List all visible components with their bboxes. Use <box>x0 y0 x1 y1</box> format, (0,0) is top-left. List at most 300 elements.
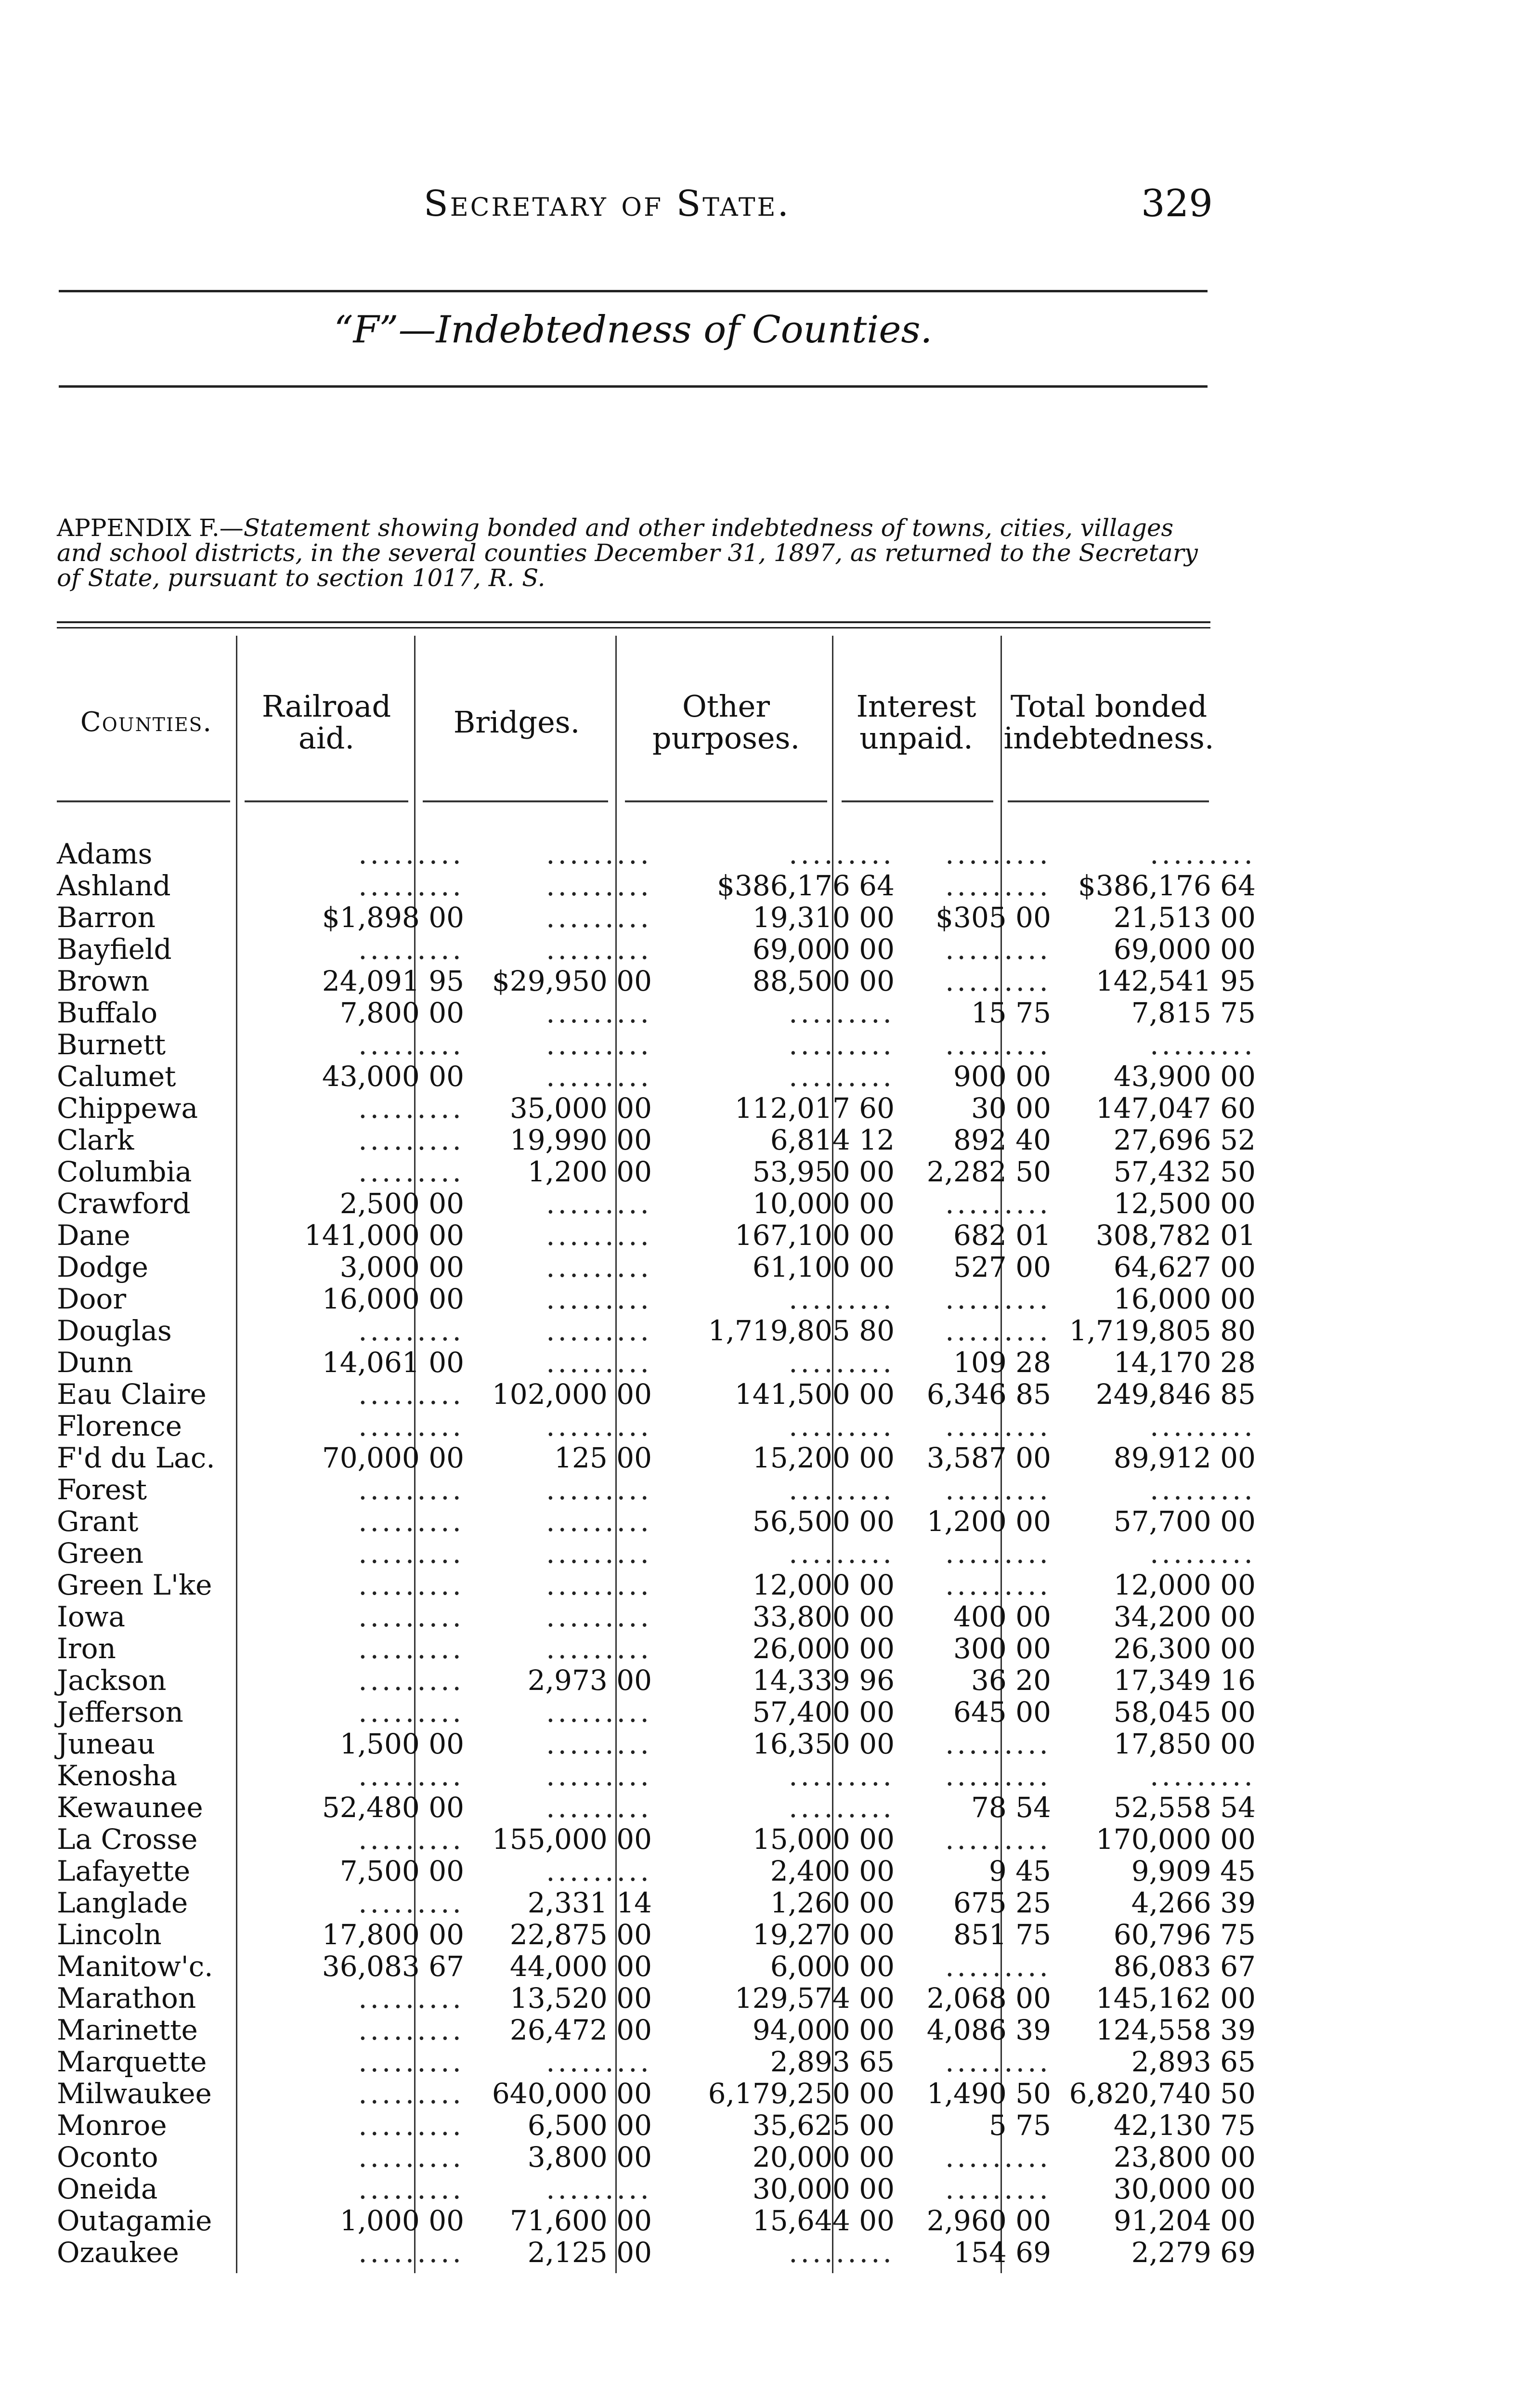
railroad-cell: ......... <box>358 2014 464 2046</box>
table-row <box>57 1886 1256 1919</box>
railroad-cell: ......... <box>358 1410 464 1442</box>
table-row <box>57 1537 1256 1570</box>
bridges-cell: ......... <box>546 933 652 966</box>
total-cell: 57,700 00 <box>1113 1505 1256 1538</box>
bridges-cell: ......... <box>546 1727 652 1760</box>
table-row <box>57 1569 1256 1601</box>
table-row <box>57 869 1256 902</box>
table-row <box>57 1823 1256 1856</box>
county-name: Marquette <box>57 2045 207 2078</box>
county-name: Lincoln <box>57 1918 162 1951</box>
total-cell: 26,300 00 <box>1113 1632 1256 1665</box>
railroad-cell: ......... <box>358 1473 464 1506</box>
interest-cell: $305 00 <box>935 901 1051 934</box>
county-name: Oconto <box>57 2141 158 2173</box>
interest-cell: 4,086 39 <box>926 2014 1051 2046</box>
interest-cell: ......... <box>945 2172 1051 2205</box>
interest-cell: ......... <box>945 2045 1051 2078</box>
county-name: Burnett <box>57 1028 166 1061</box>
county-name: Ozaukee <box>57 2236 179 2269</box>
railroad-cell: 7,500 00 <box>339 1855 464 1887</box>
header-rule <box>1008 800 1209 802</box>
other-cell: 26,000 00 <box>752 1632 895 1665</box>
interest-cell: 1,200 00 <box>926 1505 1051 1538</box>
total-cell: 12,000 00 <box>1113 1569 1256 1601</box>
interest-cell: ......... <box>945 1283 1051 1315</box>
bridges-cell: ......... <box>546 1283 652 1315</box>
other-cell: ......... <box>789 1473 895 1506</box>
interest-cell: ......... <box>945 1759 1051 1792</box>
county-name: Calumet <box>57 1060 176 1093</box>
interest-cell: 2,960 00 <box>926 2204 1051 2237</box>
interest-cell: ......... <box>945 1569 1051 1601</box>
other-cell: 12,000 00 <box>752 1569 895 1601</box>
railroad-cell: ......... <box>358 1155 464 1188</box>
county-name: Crawford <box>57 1187 191 1220</box>
other-cell: 20,000 00 <box>752 2141 895 2173</box>
railroad-cell: 16,000 00 <box>322 1283 464 1315</box>
total-cell: 147,047 60 <box>1095 1092 1256 1125</box>
bridges-cell: ......... <box>546 1187 652 1220</box>
bridges-cell: ......... <box>546 1219 652 1252</box>
railroad-cell: 43,000 00 <box>322 1060 464 1093</box>
other-cell: ......... <box>789 1791 895 1824</box>
table-row <box>57 1346 1256 1379</box>
bridges-cell: 125 00 <box>554 1441 652 1474</box>
total-cell: 57,432 50 <box>1113 1155 1256 1188</box>
railroad-cell: 52,480 00 <box>322 1791 464 1824</box>
county-name: Forest <box>57 1473 147 1506</box>
county-name: Juneau <box>57 1727 156 1760</box>
other-cell: ......... <box>789 838 895 870</box>
total-cell: 16,000 00 <box>1113 1283 1256 1315</box>
railroad-cell: ......... <box>358 2141 464 2173</box>
county-name: Green <box>57 1537 144 1570</box>
table-row <box>57 1982 1256 2015</box>
interest-cell: 682 01 <box>953 1219 1051 1252</box>
other-cell: ......... <box>789 1028 895 1061</box>
table-row <box>57 1759 1256 1792</box>
bridges-cell: 3,800 00 <box>527 2141 652 2173</box>
total-cell: 27,696 52 <box>1113 1124 1256 1156</box>
county-name: Bayfield <box>57 933 172 966</box>
bridges-cell: ......... <box>546 1855 652 1887</box>
interest-cell: 851 75 <box>953 1918 1051 1951</box>
railroad-cell: 17,800 00 <box>322 1918 464 1951</box>
table-row <box>57 1314 1256 1347</box>
railroad-cell: ......... <box>358 1632 464 1665</box>
county-name: Clark <box>57 1124 134 1156</box>
bridges-cell: 22,875 00 <box>509 1918 652 1951</box>
total-cell: 12,500 00 <box>1113 1187 1256 1220</box>
other-cell: 2,400 00 <box>770 1855 895 1887</box>
table-caption <box>57 515 1217 590</box>
total-cell: 89,912 00 <box>1113 1441 1256 1474</box>
table-row <box>57 1187 1256 1220</box>
bridges-cell: ......... <box>546 1569 652 1601</box>
other-cell: 6,814 12 <box>770 1124 895 1156</box>
running-head <box>424 183 791 224</box>
other-cell: 10,000 00 <box>752 1187 895 1220</box>
railroad-cell: ......... <box>358 1314 464 1347</box>
other-cell: 33,800 00 <box>752 1600 895 1633</box>
railroad-cell: ......... <box>358 1664 464 1697</box>
header-total: Total bonded indebtedness. <box>1003 689 1214 756</box>
interest-cell: 36 20 <box>971 1664 1051 1697</box>
railroad-cell: ......... <box>358 2236 464 2269</box>
county-name: Langlade <box>57 1886 188 1919</box>
total-cell: ......... <box>1150 1473 1256 1506</box>
table-row <box>57 1918 1256 1951</box>
bridges-cell: ......... <box>546 1696 652 1728</box>
county-name: Monroe <box>57 2109 167 2142</box>
railroad-cell: ......... <box>358 869 464 902</box>
total-cell: ......... <box>1150 1410 1256 1442</box>
county-name: Oneida <box>57 2172 158 2205</box>
other-cell: 30,000 00 <box>752 2172 895 2205</box>
bridges-cell: ......... <box>546 1251 652 1283</box>
total-cell: 142,541 95 <box>1095 965 1256 997</box>
table-row <box>57 838 1256 870</box>
total-cell: 2,893 65 <box>1131 2045 1256 2078</box>
table-top-rule-inner <box>57 627 1210 628</box>
header-interest: Interest unpaid. <box>856 689 976 756</box>
bridges-cell: 19,990 00 <box>509 1124 652 1156</box>
railroad-cell: 14,061 00 <box>322 1346 464 1379</box>
total-cell: ......... <box>1150 1759 1256 1792</box>
interest-cell: 300 00 <box>953 1632 1051 1665</box>
header-rule <box>842 800 993 802</box>
railroad-cell: ......... <box>358 1823 464 1856</box>
table-row <box>57 2172 1256 2205</box>
table-row <box>57 2141 1256 2173</box>
total-cell: 69,000 00 <box>1113 933 1256 966</box>
county-name: Green L'ke <box>57 1569 212 1601</box>
header-other: Other purposes. <box>652 689 800 756</box>
total-cell: 1,719,805 80 <box>1069 1314 1256 1347</box>
bridges-cell: ......... <box>546 1791 652 1824</box>
table-row <box>57 1441 1256 1474</box>
table-row <box>57 2077 1256 2110</box>
railroad-cell: 141,000 00 <box>304 1219 464 1252</box>
bridges-cell: 13,520 00 <box>509 1982 652 2015</box>
other-cell: 35,625 00 <box>752 2109 895 2142</box>
county-name: Ashland <box>57 869 171 902</box>
interest-cell: ......... <box>945 869 1051 902</box>
county-name: Kenosha <box>57 1759 178 1792</box>
interest-cell: 2,068 00 <box>926 1982 1051 2015</box>
total-cell: 60,796 75 <box>1113 1918 1256 1951</box>
total-cell: 170,000 00 <box>1095 1823 1256 1856</box>
table-row <box>57 1632 1256 1665</box>
total-cell: 23,800 00 <box>1113 2141 1256 2173</box>
table-row <box>57 1855 1256 1887</box>
header-rule <box>57 800 230 802</box>
table-row <box>57 1600 1256 1633</box>
railroad-cell: ......... <box>358 1759 464 1792</box>
other-cell: 19,270 00 <box>752 1918 895 1951</box>
bridges-cell: ......... <box>546 1505 652 1538</box>
total-cell: 42,130 75 <box>1113 2109 1256 2142</box>
railroad-cell: ......... <box>358 1982 464 2015</box>
total-cell: 249,846 85 <box>1095 1378 1256 1411</box>
county-name: Florence <box>57 1410 182 1442</box>
other-cell: ......... <box>789 1060 895 1093</box>
other-cell: ......... <box>789 1410 895 1442</box>
other-cell: 2,893 65 <box>770 2045 895 2078</box>
other-cell: 15,000 00 <box>752 1823 895 1856</box>
railroad-cell: ......... <box>358 1028 464 1061</box>
table-row <box>57 1664 1256 1697</box>
interest-cell: 5 75 <box>988 2109 1051 2142</box>
railroad-cell: ......... <box>358 1378 464 1411</box>
other-cell: $386,176 64 <box>717 869 895 902</box>
total-cell: 124,558 39 <box>1095 2014 1256 2046</box>
bridges-cell: ......... <box>546 901 652 934</box>
total-cell: 145,162 00 <box>1095 1982 1256 2015</box>
other-cell: ......... <box>789 1759 895 1792</box>
railroad-cell: ......... <box>358 2172 464 2205</box>
table-row <box>57 1092 1256 1125</box>
railroad-cell: $1,898 00 <box>322 901 464 934</box>
bridges-cell: ......... <box>546 1600 652 1633</box>
total-cell: 4,266 39 <box>1131 1886 1256 1919</box>
other-cell: 61,100 00 <box>752 1251 895 1283</box>
bridges-cell: ......... <box>546 996 652 1029</box>
bridges-cell: 6,500 00 <box>527 2109 652 2142</box>
bridges-cell: 2,125 00 <box>527 2236 652 2269</box>
railroad-cell: ......... <box>358 933 464 966</box>
bridges-cell: 1,200 00 <box>527 1155 652 1188</box>
bridges-cell: 35,000 00 <box>509 1092 652 1125</box>
interest-cell: ......... <box>945 965 1051 997</box>
interest-cell: 78 54 <box>971 1791 1051 1824</box>
other-cell: 14,339 96 <box>752 1664 895 1697</box>
bridges-cell: ......... <box>546 2172 652 2205</box>
header-bridges: Bridges. <box>453 705 580 740</box>
railroad-cell: 1,500 00 <box>339 1727 464 1760</box>
bridges-cell: ......... <box>546 1314 652 1347</box>
table-row <box>57 2045 1256 2078</box>
table-body <box>57 838 1256 2269</box>
railroad-cell: ......... <box>358 2045 464 2078</box>
interest-cell: 9 45 <box>988 1855 1051 1887</box>
table-row <box>57 933 1256 966</box>
railroad-cell: 36,083 67 <box>322 1950 464 1983</box>
bridges-cell: 640,000 00 <box>492 2077 652 2110</box>
total-cell: 52,558 54 <box>1113 1791 1256 1824</box>
railroad-cell: 1,000 00 <box>339 2204 464 2237</box>
total-cell: 91,204 00 <box>1113 2204 1256 2237</box>
interest-cell: 30 00 <box>971 1092 1051 1125</box>
railroad-cell: ......... <box>358 1505 464 1538</box>
county-name: Dunn <box>57 1346 133 1379</box>
page-number: 329 <box>1141 182 1213 225</box>
railroad-cell: ......... <box>358 1696 464 1728</box>
interest-cell: 900 00 <box>953 1060 1051 1093</box>
table-row <box>57 1251 1256 1283</box>
interest-cell: 15 75 <box>971 996 1051 1029</box>
table-row <box>57 2204 1256 2237</box>
total-cell: 30,000 00 <box>1113 2172 1256 2205</box>
table-row <box>57 1060 1256 1093</box>
other-cell: 6,179,250 00 <box>708 2077 895 2110</box>
header-rule <box>245 800 408 802</box>
bridges-cell: ......... <box>546 1537 652 1570</box>
interest-cell: 400 00 <box>953 1600 1051 1633</box>
railroad-cell: ......... <box>358 2077 464 2110</box>
county-name: Eau Claire <box>57 1378 207 1411</box>
header-railroad: Railroad aid. <box>261 689 391 756</box>
interest-cell: ......... <box>945 1823 1051 1856</box>
other-cell: 94,000 00 <box>752 2014 895 2046</box>
total-cell: 14,170 28 <box>1113 1346 1256 1379</box>
other-cell: 69,000 00 <box>752 933 895 966</box>
total-cell: 6,820,740 50 <box>1069 2077 1256 2110</box>
total-cell: 308,782 01 <box>1095 1219 1256 1252</box>
indebtedness-table <box>57 621 1256 2288</box>
total-cell: 64,627 00 <box>1113 1251 1256 1283</box>
county-name: Jackson <box>57 1664 167 1697</box>
table-row <box>57 1696 1256 1728</box>
table-row <box>57 901 1256 934</box>
interest-cell: ......... <box>945 933 1051 966</box>
title-bottom-rule <box>59 385 1208 388</box>
table-row <box>57 1155 1256 1188</box>
railroad-cell: ......... <box>358 1569 464 1601</box>
county-name: Chippewa <box>57 1092 198 1125</box>
title-top-rule <box>59 290 1208 292</box>
bridges-cell: ......... <box>546 1632 652 1665</box>
interest-cell: 892 40 <box>953 1124 1051 1156</box>
total-cell: 21,513 00 <box>1113 901 1256 934</box>
bridges-cell: 102,000 00 <box>492 1378 652 1411</box>
other-cell: 1,260 00 <box>770 1886 895 1919</box>
other-cell: 112,017 60 <box>734 1092 895 1125</box>
county-name: Brown <box>57 965 150 997</box>
other-cell: 15,644 00 <box>752 2204 895 2237</box>
bridges-cell: 2,973 00 <box>527 1664 652 1697</box>
interest-cell: ......... <box>945 1410 1051 1442</box>
other-cell: 6,000 00 <box>770 1950 895 1983</box>
railroad-cell: ......... <box>358 2109 464 2142</box>
county-name: Barron <box>57 901 156 934</box>
county-name: Columbia <box>57 1155 192 1188</box>
interest-cell: 109 28 <box>953 1346 1051 1379</box>
county-name: Kewaunee <box>57 1791 203 1824</box>
county-name: La Crosse <box>57 1823 198 1856</box>
county-name: Outagamie <box>57 2204 212 2237</box>
railroad-cell: 2,500 00 <box>339 1187 464 1220</box>
interest-cell: ......... <box>945 1028 1051 1061</box>
table-row <box>57 2109 1256 2142</box>
interest-cell: 1,490 50 <box>926 2077 1051 2110</box>
interest-cell: ......... <box>945 1950 1051 1983</box>
railroad-cell: ......... <box>358 1600 464 1633</box>
running-head-text: Secretary of State. <box>424 183 791 224</box>
county-name: Dodge <box>57 1251 149 1283</box>
county-name: Iowa <box>57 1600 126 1633</box>
railroad-cell: ......... <box>358 1124 464 1156</box>
table-row <box>57 1378 1256 1411</box>
caption-lead: APPENDIX F.— <box>57 514 244 542</box>
table-row <box>57 1028 1256 1061</box>
other-cell: 167,100 00 <box>734 1219 895 1252</box>
bridges-cell: ......... <box>546 1346 652 1379</box>
bridges-cell: ......... <box>546 1410 652 1442</box>
total-cell: $386,176 64 <box>1078 869 1256 902</box>
bridges-cell: ......... <box>546 1759 652 1792</box>
header-rule <box>625 800 827 802</box>
other-cell: ......... <box>789 2236 895 2269</box>
county-name: Grant <box>57 1505 139 1538</box>
railroad-cell: 70,000 00 <box>322 1441 464 1474</box>
bridges-cell: 2,331 14 <box>527 1886 652 1919</box>
total-cell: ......... <box>1150 838 1256 870</box>
header-counties: Counties. <box>80 707 213 738</box>
other-cell: ......... <box>789 996 895 1029</box>
bridges-cell: 71,600 00 <box>509 2204 652 2237</box>
total-cell: 9,909 45 <box>1131 1855 1256 1887</box>
county-name: Dane <box>57 1219 130 1252</box>
county-name: Lafayette <box>57 1855 191 1887</box>
caption-text: Statement showing bonded and other indebtedness of towns, cities, villages and school districts, in the several counties December 31, 1897, as returned to the Secretary of State, pursuant to section 1017, R. S. <box>57 514 1198 592</box>
railroad-cell: ......... <box>358 1886 464 1919</box>
interest-cell: 645 00 <box>953 1696 1051 1728</box>
county-name: Door <box>57 1283 127 1315</box>
interest-cell: 675 25 <box>953 1886 1051 1919</box>
interest-cell: ......... <box>945 2141 1051 2173</box>
interest-cell: ......... <box>945 1473 1051 1506</box>
county-name: Marinette <box>57 2014 198 2046</box>
other-cell: 129,574 00 <box>734 1982 895 2015</box>
county-name: Manitow'c. <box>57 1950 213 1983</box>
bridges-cell: ......... <box>546 838 652 870</box>
bridges-cell: 26,472 00 <box>509 2014 652 2046</box>
county-name: Iron <box>57 1632 116 1665</box>
interest-cell: ......... <box>945 838 1051 870</box>
county-name: Jefferson <box>57 1696 183 1728</box>
table-row <box>57 965 1256 997</box>
total-cell: 58,045 00 <box>1113 1696 1256 1728</box>
bridges-cell: $29,950 00 <box>492 965 652 997</box>
bridges-cell: ......... <box>546 869 652 902</box>
table-row <box>57 996 1256 1029</box>
interest-cell: 3,587 00 <box>926 1441 1051 1474</box>
section-title: “F”—Indebtedness of Counties. <box>334 308 933 352</box>
header-rule <box>423 800 608 802</box>
interest-cell: 154 69 <box>953 2236 1051 2269</box>
other-cell: 15,200 00 <box>752 1441 895 1474</box>
county-name: Milwaukee <box>57 2077 212 2110</box>
railroad-cell: 24,091 95 <box>322 965 464 997</box>
county-name: Buffalo <box>57 996 158 1029</box>
table-row <box>57 2014 1256 2046</box>
total-cell: 2,279 69 <box>1131 2236 1256 2269</box>
table-row <box>57 2236 1256 2269</box>
other-cell: 1,719,805 80 <box>708 1314 895 1347</box>
other-cell: 88,500 00 <box>752 965 895 997</box>
interest-cell: 527 00 <box>953 1251 1051 1283</box>
county-name: Douglas <box>57 1314 172 1347</box>
other-cell: ......... <box>789 1346 895 1379</box>
interest-cell: 2,282 50 <box>926 1155 1051 1188</box>
other-cell: 19,310 00 <box>752 901 895 934</box>
bridges-cell: 44,000 00 <box>509 1950 652 1983</box>
table-row <box>57 1410 1256 1442</box>
other-cell: 56,500 00 <box>752 1505 895 1538</box>
county-name: Marathon <box>57 1982 196 2015</box>
